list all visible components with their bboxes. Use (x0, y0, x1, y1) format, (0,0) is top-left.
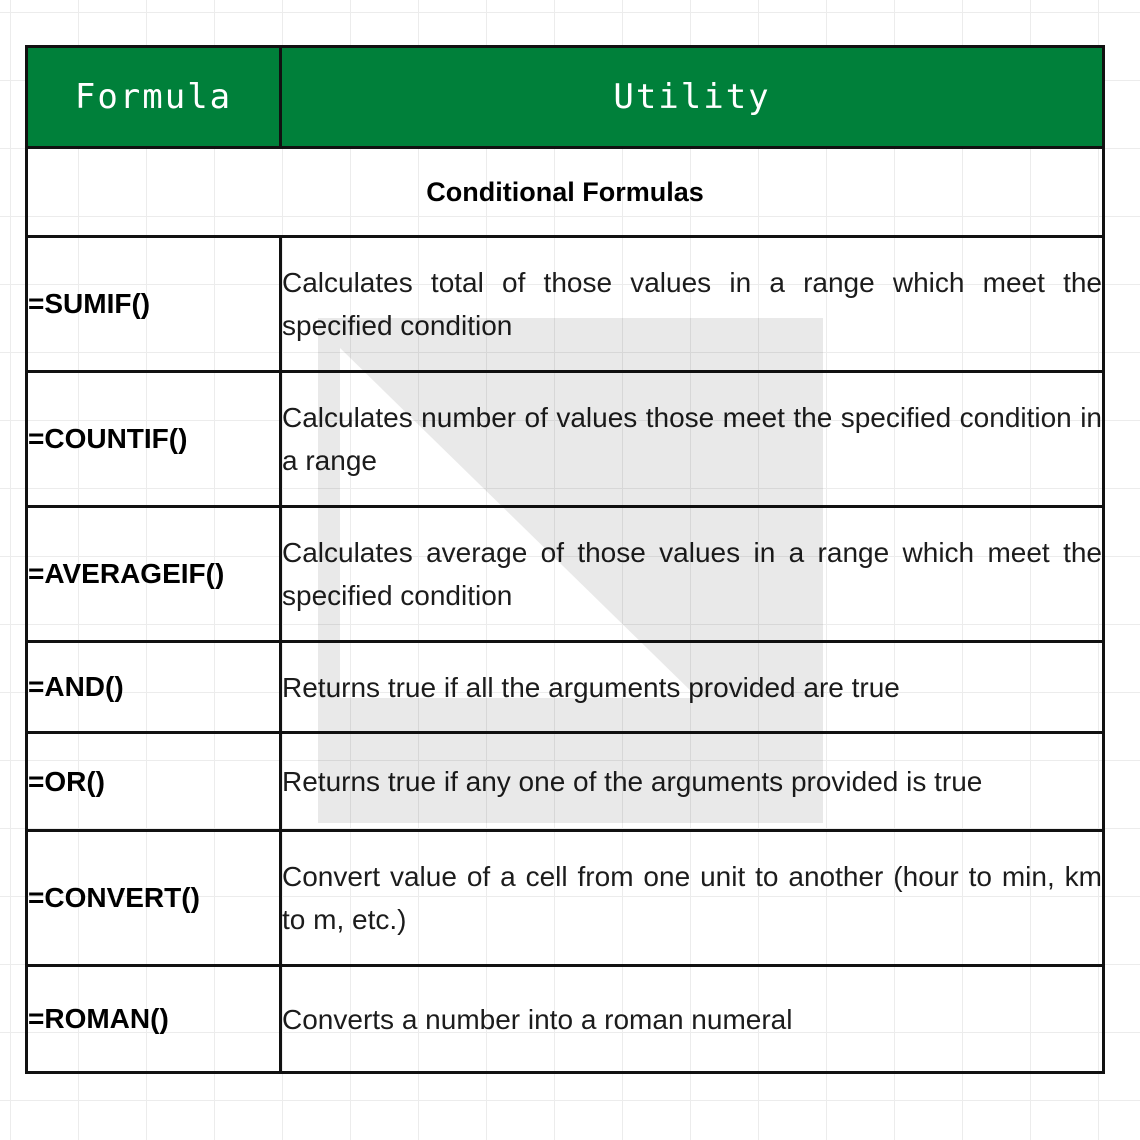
table-row (27, 831, 1104, 966)
header-row (27, 47, 1104, 148)
utility-cell: Convert value of a cell from one unit to another (hour to min, km to m, etc.) (281, 831, 1104, 966)
formula-cell: =CONVERT() (27, 831, 281, 966)
utility-cell: Calculates number of values those meet the specified condition in a range (281, 372, 1104, 507)
formula-table (25, 45, 1105, 1074)
table-row (27, 733, 1104, 831)
table-row (27, 237, 1104, 372)
utility-cell: Converts a number into a roman numeral (281, 966, 1104, 1073)
section-row (27, 148, 1104, 237)
formula-cell: =AVERAGEIF() (27, 507, 281, 642)
formula-cell: =SUMIF() (27, 237, 281, 372)
utility-cell: Returns true if any one of the arguments provided is true (281, 733, 1104, 831)
utility-column-header: Utility (281, 47, 1104, 148)
formula-cell: =COUNTIF() (27, 372, 281, 507)
table-row (27, 507, 1104, 642)
utility-cell: Returns true if all the arguments provided are true (281, 642, 1104, 733)
utility-cell: Calculates average of those values in a range which meet the specified condition (281, 507, 1104, 642)
formula-cell: =OR() (27, 733, 281, 831)
utility-cell: Calculates total of those values in a range which meet the specified condition (281, 237, 1104, 372)
table-row (27, 966, 1104, 1073)
table-row (27, 372, 1104, 507)
section-title: Conditional Formulas (27, 148, 1104, 237)
formula-cell: =ROMAN() (27, 966, 281, 1073)
formula-column-header: Formula (27, 47, 281, 148)
table-row (27, 642, 1104, 733)
formula-cell: =AND() (27, 642, 281, 733)
